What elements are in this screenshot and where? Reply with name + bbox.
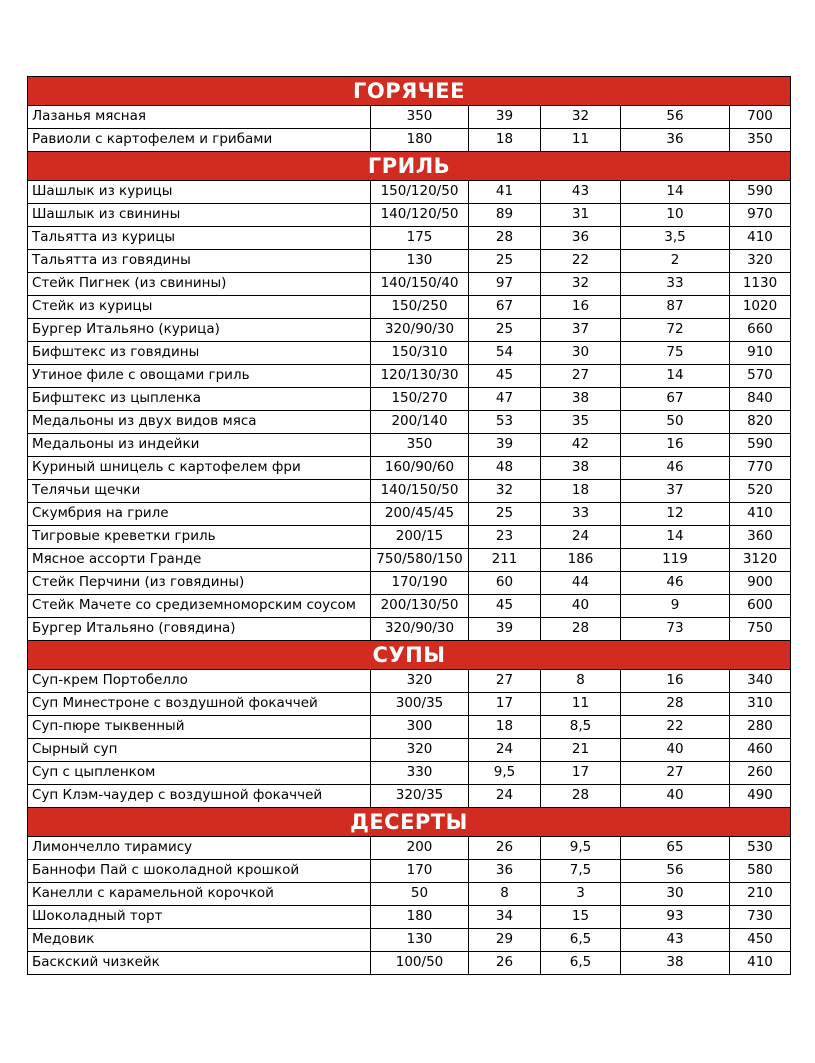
protein-value: 25 [469,319,541,342]
table-row [28,952,791,975]
table-row [28,434,791,457]
carbs-value: 50 [621,411,730,434]
calories-value: 700 [730,106,791,129]
protein-value: 39 [469,106,541,129]
calories-value: 360 [730,526,791,549]
dish-name: Суп с цыпленком [28,762,371,785]
section-header-row [28,641,791,670]
table-row [28,204,791,227]
calories-value: 750 [730,618,791,641]
calories-value: 210 [730,883,791,906]
portion-weight: 130 [371,929,469,952]
fat-value: 11 [541,693,621,716]
calories-value: 410 [730,227,791,250]
table-row [28,365,791,388]
fat-value: 3 [541,883,621,906]
dish-name: Тальятта из курицы [28,227,371,250]
calories-value: 970 [730,204,791,227]
dish-name: Медальоны из индейки [28,434,371,457]
table-row [28,457,791,480]
portion-weight: 100/50 [371,952,469,975]
carbs-value: 33 [621,273,730,296]
carbs-value: 14 [621,181,730,204]
calories-value: 260 [730,762,791,785]
carbs-value: 28 [621,693,730,716]
carbs-value: 46 [621,457,730,480]
carbs-value: 3,5 [621,227,730,250]
fat-value: 9,5 [541,837,621,860]
section-title: ДЕСЕРТЫ [28,808,791,837]
carbs-value: 72 [621,319,730,342]
table-row [28,929,791,952]
protein-value: 97 [469,273,541,296]
fat-value: 31 [541,204,621,227]
dish-name: Медовик [28,929,371,952]
carbs-value: 12 [621,503,730,526]
protein-value: 24 [469,739,541,762]
carbs-value: 9 [621,595,730,618]
portion-weight: 320/90/30 [371,618,469,641]
carbs-value: 73 [621,618,730,641]
portion-weight: 750/580/150 [371,549,469,572]
fat-value: 17 [541,762,621,785]
protein-value: 17 [469,693,541,716]
protein-value: 60 [469,572,541,595]
calories-value: 820 [730,411,791,434]
protein-value: 39 [469,618,541,641]
calories-value: 590 [730,181,791,204]
dish-name: Стейк Пигнек (из свинины) [28,273,371,296]
menu-table [27,76,791,975]
fat-value: 6,5 [541,952,621,975]
table-row [28,670,791,693]
protein-value: 9,5 [469,762,541,785]
portion-weight: 140/150/50 [371,480,469,503]
fat-value: 43 [541,181,621,204]
portion-weight: 130 [371,250,469,273]
carbs-value: 75 [621,342,730,365]
protein-value: 27 [469,670,541,693]
dish-name: Стейк Мачете со средиземноморским соусом [28,595,371,618]
portion-weight: 200/130/50 [371,595,469,618]
portion-weight: 300/35 [371,693,469,716]
portion-weight: 170/190 [371,572,469,595]
dish-name: Куриный шницель с картофелем фри [28,457,371,480]
table-row [28,785,791,808]
fat-value: 38 [541,457,621,480]
carbs-value: 30 [621,883,730,906]
table-row [28,273,791,296]
table-row [28,618,791,641]
fat-value: 28 [541,618,621,641]
carbs-value: 93 [621,906,730,929]
fat-value: 16 [541,296,621,319]
portion-weight: 320 [371,739,469,762]
calories-value: 3120 [730,549,791,572]
portion-weight: 120/130/30 [371,365,469,388]
dish-name: Бургер Итальяно (говядина) [28,618,371,641]
portion-weight: 330 [371,762,469,785]
section-title: ГРИЛЬ [28,152,791,181]
carbs-value: 22 [621,716,730,739]
protein-value: 48 [469,457,541,480]
dish-name: Мясное ассорти Гранде [28,549,371,572]
portion-weight: 320/35 [371,785,469,808]
protein-value: 41 [469,181,541,204]
portion-weight: 50 [371,883,469,906]
carbs-value: 16 [621,670,730,693]
portion-weight: 320/90/30 [371,319,469,342]
portion-weight: 300 [371,716,469,739]
table-row [28,906,791,929]
protein-value: 45 [469,365,541,388]
protein-value: 47 [469,388,541,411]
portion-weight: 180 [371,129,469,152]
table-row [28,716,791,739]
menu-table-container [27,76,790,975]
fat-value: 24 [541,526,621,549]
table-row [28,860,791,883]
fat-value: 186 [541,549,621,572]
dish-name: Лимончелло тирамису [28,837,371,860]
fat-value: 22 [541,250,621,273]
calories-value: 900 [730,572,791,595]
protein-value: 28 [469,227,541,250]
table-row [28,227,791,250]
calories-value: 460 [730,739,791,762]
section-header-row [28,152,791,181]
protein-value: 36 [469,860,541,883]
dish-name: Лазанья мясная [28,106,371,129]
carbs-value: 36 [621,129,730,152]
table-row [28,595,791,618]
calories-value: 1130 [730,273,791,296]
dish-name: Сырный суп [28,739,371,762]
table-row [28,480,791,503]
fat-value: 42 [541,434,621,457]
carbs-value: 56 [621,106,730,129]
protein-value: 24 [469,785,541,808]
fat-value: 28 [541,785,621,808]
dish-name: Суп Минестроне с воздушной фокаччей [28,693,371,716]
fat-value: 6,5 [541,929,621,952]
portion-weight: 320 [371,670,469,693]
fat-value: 37 [541,319,621,342]
dish-name: Телячьи щечки [28,480,371,503]
carbs-value: 14 [621,526,730,549]
table-row [28,296,791,319]
protein-value: 25 [469,503,541,526]
portion-weight: 150/310 [371,342,469,365]
portion-weight: 200/140 [371,411,469,434]
table-row [28,526,791,549]
table-row [28,693,791,716]
portion-weight: 140/150/40 [371,273,469,296]
protein-value: 211 [469,549,541,572]
fat-value: 32 [541,106,621,129]
section-header-row [28,77,791,106]
protein-value: 26 [469,837,541,860]
carbs-value: 14 [621,365,730,388]
protein-value: 67 [469,296,541,319]
dish-name: Суп Клэм-чаудер с воздушной фокаччей [28,785,371,808]
carbs-value: 16 [621,434,730,457]
calories-value: 580 [730,860,791,883]
section-title: ГОРЯЧЕЕ [28,77,791,106]
dish-name: Стейк Перчини (из говядины) [28,572,371,595]
dish-name: Тальятта из говядины [28,250,371,273]
protein-value: 18 [469,716,541,739]
fat-value: 35 [541,411,621,434]
portion-weight: 200/45/45 [371,503,469,526]
table-row [28,837,791,860]
portion-weight: 200/15 [371,526,469,549]
dish-name: Утиное филе с овощами гриль [28,365,371,388]
fat-value: 32 [541,273,621,296]
fat-value: 11 [541,129,621,152]
protein-value: 53 [469,411,541,434]
portion-weight: 350 [371,434,469,457]
fat-value: 15 [541,906,621,929]
calories-value: 280 [730,716,791,739]
protein-value: 26 [469,952,541,975]
protein-value: 32 [469,480,541,503]
dish-name: Тигровые креветки гриль [28,526,371,549]
protein-value: 8 [469,883,541,906]
fat-value: 44 [541,572,621,595]
portion-weight: 350 [371,106,469,129]
portion-weight: 150/120/50 [371,181,469,204]
calories-value: 340 [730,670,791,693]
carbs-value: 10 [621,204,730,227]
calories-value: 730 [730,906,791,929]
protein-value: 23 [469,526,541,549]
portion-weight: 175 [371,227,469,250]
dish-name: Бифштекс из цыпленка [28,388,371,411]
table-row [28,181,791,204]
carbs-value: 119 [621,549,730,572]
calories-value: 840 [730,388,791,411]
carbs-value: 65 [621,837,730,860]
calories-value: 410 [730,952,791,975]
dish-name: Баннофи Пай с шоколадной крошкой [28,860,371,883]
calories-value: 350 [730,129,791,152]
carbs-value: 37 [621,480,730,503]
carbs-value: 38 [621,952,730,975]
portion-weight: 150/250 [371,296,469,319]
table-row [28,129,791,152]
calories-value: 320 [730,250,791,273]
protein-value: 54 [469,342,541,365]
dish-name: Шашлык из свинины [28,204,371,227]
carbs-value: 27 [621,762,730,785]
calories-value: 770 [730,457,791,480]
dish-name: Шоколадный торт [28,906,371,929]
calories-value: 910 [730,342,791,365]
fat-value: 8,5 [541,716,621,739]
dish-name: Стейк из курицы [28,296,371,319]
table-row [28,106,791,129]
carbs-value: 87 [621,296,730,319]
portion-weight: 150/270 [371,388,469,411]
dish-name: Суп-крем Портобелло [28,670,371,693]
protein-value: 29 [469,929,541,952]
protein-value: 25 [469,250,541,273]
calories-value: 600 [730,595,791,618]
table-row [28,883,791,906]
protein-value: 45 [469,595,541,618]
protein-value: 34 [469,906,541,929]
calories-value: 530 [730,837,791,860]
calories-value: 310 [730,693,791,716]
calories-value: 520 [730,480,791,503]
table-row [28,503,791,526]
dish-name: Медальоны из двух видов мяса [28,411,371,434]
fat-value: 21 [541,739,621,762]
protein-value: 18 [469,129,541,152]
table-row [28,572,791,595]
dish-name: Бургер Итальяно (курица) [28,319,371,342]
section-header-row [28,808,791,837]
carbs-value: 67 [621,388,730,411]
dish-name: Канелли с карамельной корочкой [28,883,371,906]
portion-weight: 180 [371,906,469,929]
protein-value: 39 [469,434,541,457]
protein-value: 89 [469,204,541,227]
fat-value: 7,5 [541,860,621,883]
carbs-value: 46 [621,572,730,595]
portion-weight: 200 [371,837,469,860]
fat-value: 38 [541,388,621,411]
calories-value: 570 [730,365,791,388]
portion-weight: 160/90/60 [371,457,469,480]
dish-name: Баскский чизкейк [28,952,371,975]
carbs-value: 2 [621,250,730,273]
table-row [28,250,791,273]
table-row [28,342,791,365]
calories-value: 1020 [730,296,791,319]
table-row [28,739,791,762]
carbs-value: 40 [621,739,730,762]
dish-name: Суп-пюре тыквенный [28,716,371,739]
fat-value: 30 [541,342,621,365]
calories-value: 450 [730,929,791,952]
calories-value: 590 [730,434,791,457]
calories-value: 490 [730,785,791,808]
table-row [28,319,791,342]
portion-weight: 140/120/50 [371,204,469,227]
fat-value: 18 [541,480,621,503]
fat-value: 40 [541,595,621,618]
table-row [28,388,791,411]
section-title: СУПЫ [28,641,791,670]
portion-weight: 170 [371,860,469,883]
fat-value: 36 [541,227,621,250]
table-row [28,762,791,785]
calories-value: 660 [730,319,791,342]
fat-value: 27 [541,365,621,388]
table-row [28,549,791,572]
carbs-value: 40 [621,785,730,808]
calories-value: 410 [730,503,791,526]
dish-name: Шашлык из курицы [28,181,371,204]
table-row [28,411,791,434]
fat-value: 8 [541,670,621,693]
fat-value: 33 [541,503,621,526]
carbs-value: 56 [621,860,730,883]
dish-name: Равиоли с картофелем и грибами [28,129,371,152]
dish-name: Бифштекс из говядины [28,342,371,365]
dish-name: Скумбрия на гриле [28,503,371,526]
carbs-value: 43 [621,929,730,952]
